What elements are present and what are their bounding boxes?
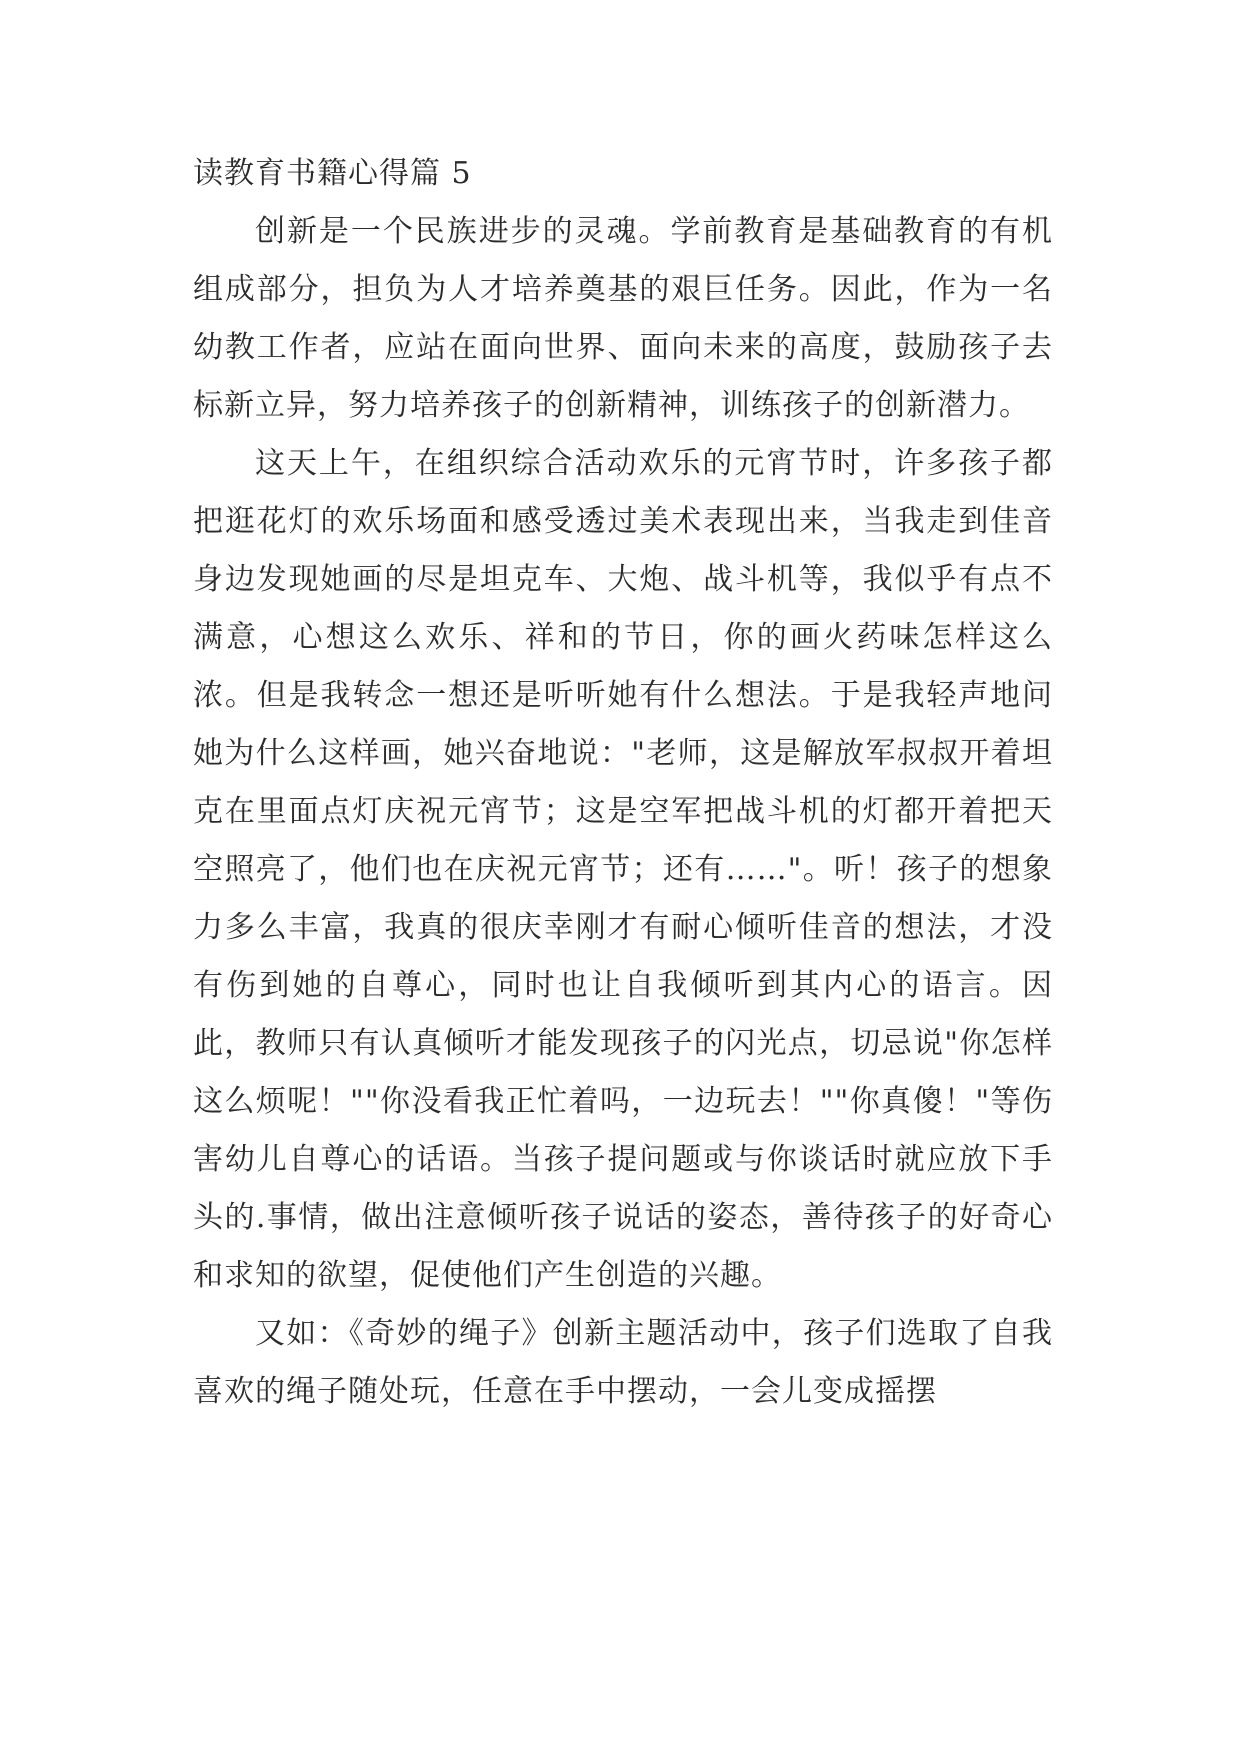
paragraph-3: 又如：《奇妙的绳子》创新主题活动中，孩子们选取了自我喜欢的绳子随处玩，任意在手中摆动，一会儿变成摇摆: [193, 1316, 1053, 1409]
document-body: [193, 145, 1053, 1421]
document-title: 读教育书籍心得篇 5: [193, 156, 472, 191]
paragraph-2: 这天上午，在组织综合活动欢乐的元宵节时，许多孩子都把逛花灯的欢乐场面和感受透过美术表现出来，当我走到佳音身边发现她画的尽是坦克车、大炮、战斗机等，我似乎有点不满意，心想这么欢乐、祥和的节日，你的画火药味怎样这么浓。但是我转念一想还是听听她有什么想法。于是我轻声地问她为什么这样画，她兴奋地说："老师，这是解放军叔叔开着坦克在里面点灯庆祝元宵节；这是空军把战斗机的灯都开着把天空照亮了，他们也在庆祝元宵节；还有……"。听！孩子的想象力多么丰富，我真的很庆幸刚才有耐心倾听佳音的想法，才没有伤到她的自尊心，同时也让自我倾听到其内心的语言。因此，教师只有认真倾听才能发现孩子的闪光点，切忌说"你怎样这么烦呢！""你没看我正忙着吗，一边玩去！""你真傻！"等伤害幼儿自尊心的话语。当孩子提问题或与你谈话时就应放下手头的.事情，做出注意倾听孩子说话的姿态，善待孩子的好奇心和求知的欲望，促使他们产生创造的兴趣。: [193, 446, 1053, 1293]
paragraph-1: 创新是一个民族进步的灵魂。学前教育是基础教育的有机组成部分，担负为人才培养奠基的艰巨任务。因此，作为一名幼教工作者，应站在面向世界、面向未来的高度，鼓励孩子去标新立异，努力培养孩子的创新精神，训练孩子的创新潜力。: [193, 214, 1053, 423]
